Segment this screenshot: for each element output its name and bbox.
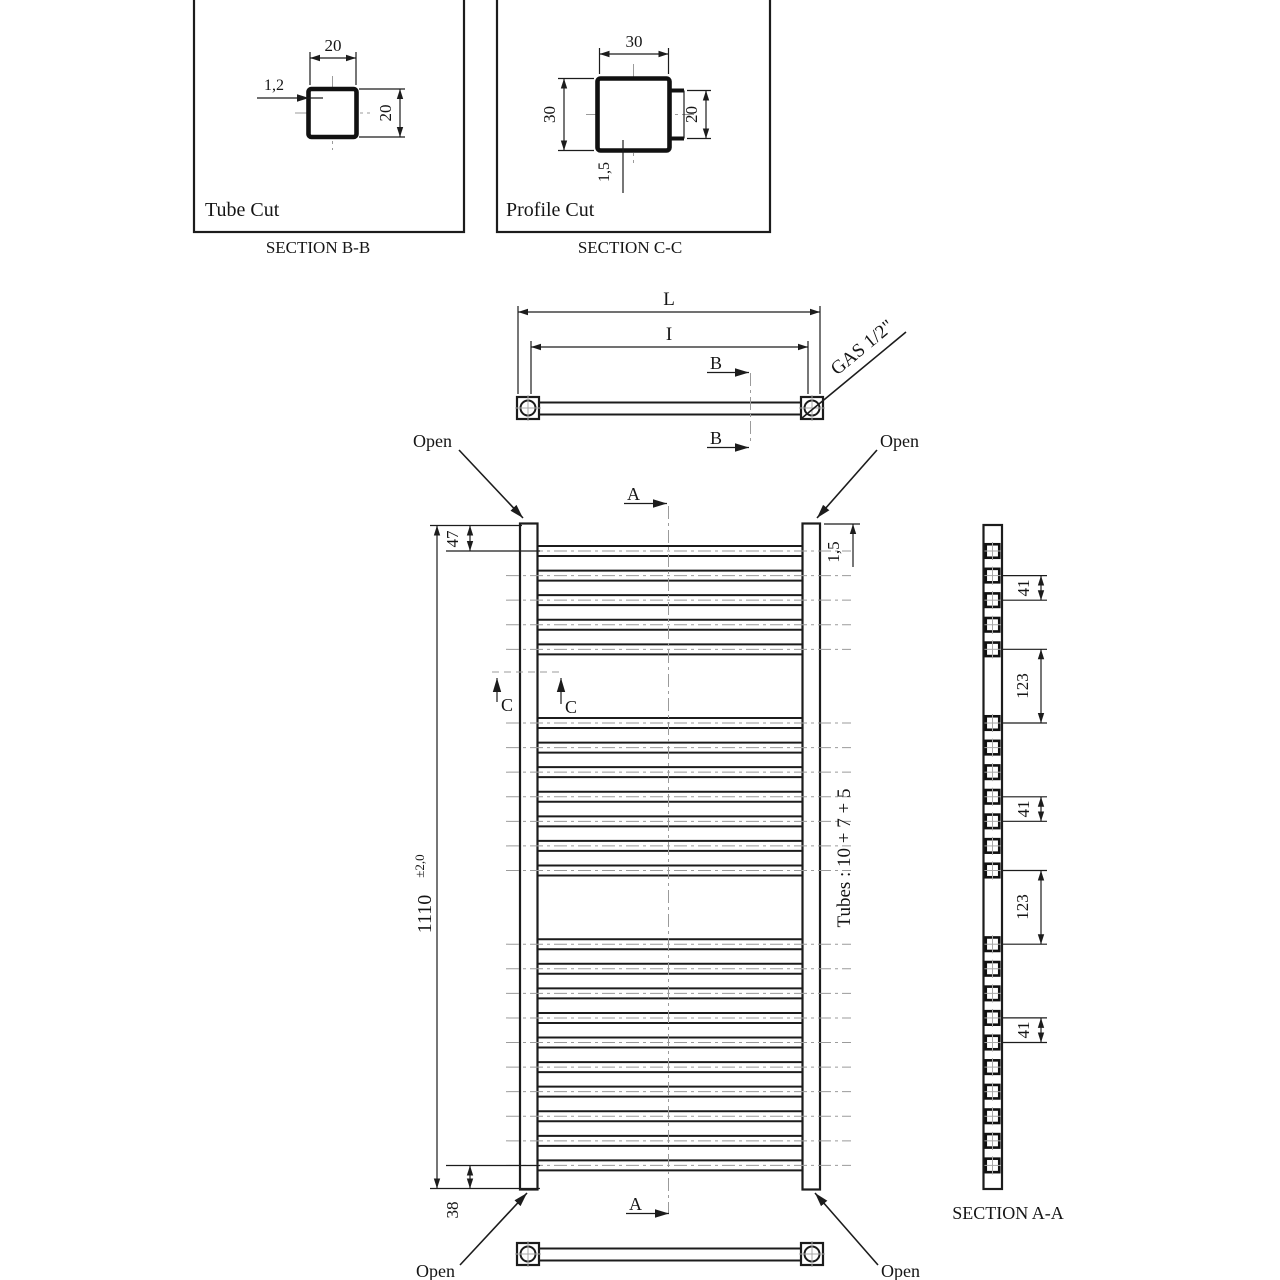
tubes-count-note: Tubes : 10 + 7 + 5 bbox=[834, 788, 855, 928]
dim-inner-length: I bbox=[665, 324, 673, 345]
open-label-bottom-right: Open bbox=[881, 1261, 920, 1280]
dim-pitch-2: 41 bbox=[1014, 800, 1033, 818]
dim-bottom-offset: 38 bbox=[443, 1201, 462, 1219]
tube-cross-section bbox=[309, 89, 357, 137]
dim-profile-height: 30 bbox=[540, 106, 559, 123]
top-view bbox=[515, 289, 906, 448]
profile-cut-label: Profile Cut bbox=[506, 199, 595, 221]
section-cc-caption: SECTION C-C bbox=[577, 238, 683, 257]
dim-pitch-3: 41 bbox=[1014, 1021, 1033, 1039]
bottom-view bbox=[515, 1241, 825, 1267]
open-label-bottom-left: Open bbox=[416, 1261, 455, 1280]
section-marker-c-left: C bbox=[501, 695, 514, 715]
right-collector bbox=[803, 524, 821, 1190]
dim-tube-width: 20 bbox=[324, 36, 342, 55]
section-marker-a-bottom: A bbox=[629, 1194, 642, 1214]
side-view-section-aa bbox=[952, 525, 1064, 1223]
open-label-top-right: Open bbox=[880, 431, 919, 451]
gas-connection-label: GAS 1/2" bbox=[826, 315, 899, 380]
crossbar-tubes bbox=[506, 546, 851, 1170]
dim-tube-height: 20 bbox=[376, 104, 395, 122]
section-bb-caption: SECTION B-B bbox=[265, 238, 371, 257]
dim-profile-width: 30 bbox=[625, 32, 643, 51]
section-bb-view bbox=[194, 0, 464, 257]
section-marker-b-bottom: B bbox=[710, 428, 723, 448]
section-marker-c-right: C bbox=[565, 697, 578, 717]
section-marker-b-top: B bbox=[710, 353, 723, 373]
front-view bbox=[412, 431, 920, 1280]
dim-overall-height: 1110 bbox=[414, 894, 436, 934]
section-cc-view bbox=[497, 0, 770, 257]
dim-top-offset: 47 bbox=[443, 530, 462, 548]
left-collector bbox=[520, 524, 538, 1190]
dim-pitch-1: 41 bbox=[1014, 579, 1033, 597]
dim-profile-wall: 1,5 bbox=[596, 162, 613, 182]
dim-gap-1: 123 bbox=[1013, 673, 1032, 699]
dim-tube-wall: 1,2 bbox=[264, 77, 284, 94]
section-marker-a-top: A bbox=[627, 484, 640, 504]
section-aa-caption: SECTION A-A bbox=[952, 1203, 1064, 1223]
profile-cross-section bbox=[598, 79, 670, 151]
dim-overall-length: L bbox=[663, 289, 675, 310]
dim-gap-2: 123 bbox=[1013, 894, 1032, 920]
dim-height-tolerance: ±2,0 bbox=[412, 854, 427, 878]
open-label-top-left: Open bbox=[413, 431, 452, 451]
dim-collector-wall: 1,5 bbox=[824, 541, 843, 563]
tube-cut-label: Tube Cut bbox=[205, 199, 280, 221]
dim-profile-tube: 20 bbox=[682, 106, 701, 123]
